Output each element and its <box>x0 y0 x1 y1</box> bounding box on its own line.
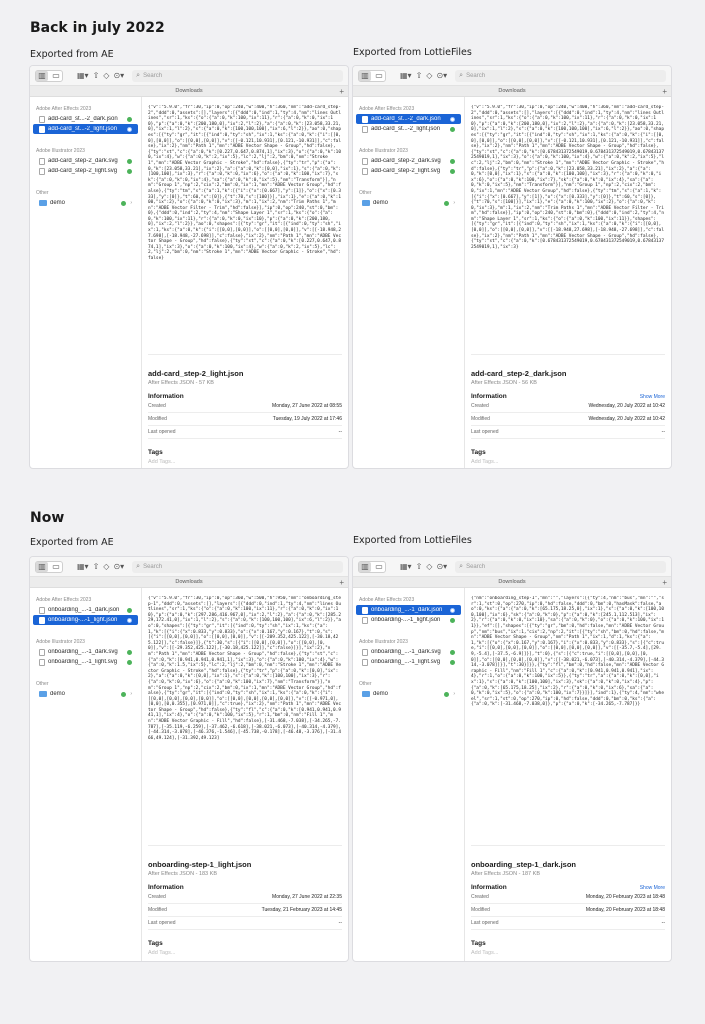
sync-status-icon <box>127 127 132 132</box>
modified-label: Modified <box>471 907 490 913</box>
share-icon[interactable]: ⇧ <box>92 71 100 80</box>
tags-heading: Tags <box>148 940 163 947</box>
label-exported-lottie-top: Exported from LottieFiles <box>353 47 472 58</box>
file-name: onboarding-...-1_light.json <box>48 617 118 623</box>
add-tags-field[interactable]: Add Tags... <box>148 459 176 465</box>
group-label-other: Other <box>36 190 49 196</box>
add-tags-field[interactable]: Add Tags... <box>471 459 499 465</box>
chevron-right-icon: › <box>130 200 132 206</box>
list-item[interactable] <box>356 657 461 667</box>
file-name: onboarding_...-1_dark.json <box>48 607 120 613</box>
add-tags-field[interactable]: Add Tags... <box>471 950 499 956</box>
svg-file-icon <box>39 168 45 175</box>
show-more-link[interactable]: Show More <box>639 884 665 891</box>
file-name: add-card_st...-2_dark.json <box>371 116 441 122</box>
file-meta: After Effects JSON - 57 KB <box>148 380 214 386</box>
gallery-view-icon[interactable]: ▭ <box>52 71 60 80</box>
tag-icon[interactable]: ◇ <box>426 562 433 571</box>
svg-file-icon <box>39 659 45 666</box>
list-item[interactable] <box>33 156 138 166</box>
info-row-modified <box>148 904 342 917</box>
info-row-created <box>148 891 342 904</box>
info-row-last-opened <box>471 426 665 439</box>
created-value: Monday, 27 June 2022 at 08:55 <box>272 403 342 409</box>
file-title: onboarding-step-1_light.json <box>148 860 252 869</box>
modified-value: Tuesday, 19 July 2022 at 17:46 <box>272 416 342 422</box>
file-name: add-card_step-2_light.svg <box>48 168 118 174</box>
last-opened-label: Last opened <box>148 429 176 435</box>
created-value: Wednesday, 20 July 2022 at 10:42 <box>588 403 665 409</box>
path-label: Downloads <box>175 88 203 94</box>
tags-heading: Tags <box>471 449 486 456</box>
search-input[interactable] <box>455 70 666 82</box>
list-item[interactable] <box>356 124 461 134</box>
svg-file-icon <box>39 158 45 165</box>
add-tab-button[interactable]: + <box>339 87 344 96</box>
file-name: add-card_step-2_dark.svg <box>48 158 118 164</box>
sync-status-icon <box>121 692 126 697</box>
tag-icon[interactable]: ◇ <box>103 71 110 80</box>
path-label: Downloads <box>498 88 526 94</box>
sync-status-icon <box>127 618 132 623</box>
group-label-ai: Adobe Illustrator 2023 <box>36 148 85 154</box>
more-actions-icon[interactable]: ⊙▾ <box>436 562 448 571</box>
gallery-view-icon[interactable]: ▭ <box>375 71 383 80</box>
toolbar <box>353 66 671 86</box>
gallery-view-icon[interactable]: ▭ <box>375 562 383 571</box>
view-switcher[interactable] <box>358 561 386 573</box>
last-opened-value: -- <box>338 429 342 435</box>
more-actions-icon[interactable]: ⊙▾ <box>436 71 448 80</box>
information-heading: Information <box>471 884 507 891</box>
search-input[interactable] <box>132 70 343 82</box>
list-item[interactable] <box>33 114 138 124</box>
tags-heading: Tags <box>148 449 163 456</box>
file-name: onboarding_...-1_dark.svg <box>371 649 441 655</box>
share-icon[interactable]: ⇧ <box>415 71 423 80</box>
finder-window-lottie-2022 <box>353 66 671 468</box>
group-icon[interactable]: ▦▾ <box>77 562 89 571</box>
file-name: add-card_st...-2_dark.json <box>48 116 118 122</box>
created-label: Created <box>471 403 489 409</box>
sync-status-icon <box>450 618 455 623</box>
last-opened-label: Last opened <box>148 920 176 926</box>
modified-label: Modified <box>471 416 490 422</box>
svg-file-icon <box>362 659 368 666</box>
modified-value: Tuesday, 21 February 2023 at 14:45 <box>261 907 342 913</box>
json-file-icon <box>39 607 45 614</box>
file-name: onboarding_...-1_dark.svg <box>48 649 118 655</box>
search-placeholder: Search <box>143 72 163 79</box>
list-item[interactable] <box>33 166 138 176</box>
finder-window-ae-now <box>30 557 348 961</box>
preview-pane <box>142 97 348 468</box>
last-opened-value: -- <box>338 920 342 926</box>
sync-status-icon <box>450 608 455 613</box>
chevron-right-icon: › <box>130 691 132 697</box>
finder-window-ae-2022 <box>30 66 348 468</box>
folder-icon <box>39 200 47 206</box>
toolbar <box>30 557 348 577</box>
folder-item-demo[interactable] <box>356 689 461 699</box>
sync-status-icon <box>444 201 449 206</box>
list-item[interactable] <box>356 605 461 615</box>
group-icon[interactable]: ▦▾ <box>400 562 412 571</box>
info-row-modified <box>471 413 665 426</box>
list-item[interactable] <box>356 647 461 657</box>
path-bar <box>353 86 671 97</box>
tag-icon[interactable]: ◇ <box>426 71 433 80</box>
list-item[interactable] <box>33 657 138 667</box>
label-exported-lottie-bottom: Exported from LottieFiles <box>353 535 472 546</box>
group-label-ai: Adobe Illustrator 2023 <box>359 148 408 154</box>
modified-value: Monday, 20 February 2023 at 18:48 <box>585 907 665 913</box>
info-row-last-opened <box>148 917 342 930</box>
tag-icon[interactable]: ◇ <box>103 562 110 571</box>
share-icon[interactable]: ⇧ <box>415 562 423 571</box>
svg-file-icon <box>362 168 368 175</box>
sync-status-icon <box>127 650 132 655</box>
view-switcher[interactable] <box>358 70 386 82</box>
list-item[interactable] <box>356 166 461 176</box>
last-opened-label: Last opened <box>471 429 499 435</box>
sync-status-icon <box>127 608 132 613</box>
json-file-icon <box>362 617 368 624</box>
sync-status-icon <box>127 117 132 122</box>
add-tags-field[interactable]: Add Tags... <box>148 950 176 956</box>
sync-status-icon <box>444 692 449 697</box>
path-bar <box>30 577 348 588</box>
group-icon[interactable]: ▦▾ <box>77 71 89 80</box>
modified-value: Wednesday, 20 July 2022 at 10:42 <box>588 416 665 422</box>
created-label: Created <box>148 403 166 409</box>
chevron-right-icon: › <box>453 200 455 206</box>
file-title: add-card_step-2_light.json <box>148 369 244 378</box>
file-name: onboarding_...-1_light.svg <box>371 659 441 665</box>
group-label-ae: Adobe After Effects 2023 <box>359 106 415 112</box>
information-heading: Information <box>148 393 184 400</box>
modified-label: Modified <box>148 907 167 913</box>
preview-pane <box>142 588 348 961</box>
path-bar <box>353 577 671 588</box>
info-row-created <box>471 891 665 904</box>
sync-status-icon <box>127 169 132 174</box>
column-view-icon[interactable]: ▥ <box>359 562 371 572</box>
file-meta: After Effects JSON - 183 KB <box>148 871 217 877</box>
info-row-modified <box>148 413 342 426</box>
group-label-ai: Adobe Illustrator 2023 <box>36 639 85 645</box>
last-opened-label: Last opened <box>471 920 499 926</box>
info-row-created <box>148 400 342 413</box>
view-switcher[interactable] <box>35 561 63 573</box>
list-item[interactable] <box>356 114 461 124</box>
preview-pane <box>465 588 671 961</box>
list-item[interactable] <box>356 156 461 166</box>
created-value: Monday, 20 February 2023 at 18:48 <box>585 894 665 900</box>
toolbar <box>30 66 348 86</box>
file-name: onboarding_...-1_light.svg <box>48 659 118 665</box>
json-file-icon <box>39 126 45 133</box>
finder-window-lottie-now <box>353 557 671 961</box>
sync-status-icon <box>127 159 132 164</box>
info-row-created <box>471 400 665 413</box>
label-exported-ae-top: Exported from AE <box>30 49 114 60</box>
group-label-ae: Adobe After Effects 2023 <box>36 106 92 112</box>
info-row-modified <box>471 904 665 917</box>
svg-file-icon <box>39 649 45 656</box>
group-label-ai: Adobe Illustrator 2023 <box>359 639 408 645</box>
json-file-icon <box>39 617 45 624</box>
list-item[interactable] <box>356 615 461 625</box>
search-input[interactable] <box>455 561 666 573</box>
json-preview[interactable]: {"nm":"onboarding_step-1","mn":"","layers":[{"ty":4,"nm":"bus","mn":"","sr":1,"st":0,"op":270,"ip":0,"hd":false,"ddd":0,"bm":0,"hasMask":false,"ao":0,"ks":{"a":{"a":0,"k":[65.175,18.25,0],"ix":1},"s":{"a":0,"k":[100,100,100],"ix":6},"sk":{"a":0,"k":0},"p":{"a":0,"k":[245.1,112.513],"ix":2},"r":{"a":0,"k":0,"ix":10},"sa":{"a":0,"k":0},"o":{"a":0,"k":100,"ix":11}},"ef":[],"shapes":[{"ty":"gr","bm":0,"hd":false,"mn":"ADBE Vector Group","nm":"bus","ix":1,"cix":2,"np":2,"it":[{"ty":"sh","bm":0,"hd":false,"mn":"ADBE Vector Shape - Group","nm":"Path 1","ix":1,"d":1,"ks":{"a":1,"k":[{"o":{"x":0.167,"y":0.167},"i":{"x":0.833,"y":0.833},"s":[{"c":true,"i":[[0,0],[0,0],[0,0]],"o":[[0,0],[0,0],[0,0]],"v":[[-35.7,-5.4],[29.9,-5.4],[-37.5,-6.9]]}],"t":0},{"s":[{"c":true,"i":[[0,0],[0,0],[0,0]],"o":[[0,0],[0,0],[0,0]],"v":[[-38.021,-6.073],[-40.314,-4.379],[-44.314,-3.078]]}],"t":30}]}},{"ty":"fl","bm":0,"hd":false,"mn":"ADBE Vector Graphic - Fill","nm":"Fill 1","c":{"a":0,"k":[0.941,0.941,0.941],"ix":4},"r":1,"o":{"a":0,"k":100,"ix":5}},{"ty":"tr","a":{"a":0,"k":[0,0],"ix":1},"s":{"a":0,"k":[100,100],"ix":3},"sk":{"a":0,"k":0,"ix":4},"p":{"a":0,"k":[65.175,18.25],"ix":2},"r":{"a":0,"k":0,"ix":6},"sa":{"a":0,"k":0,"ix":5},"o":{"a":0,"k":100,"ix":7}}]}],"ind":1},{"ty":4,"nm":"wheel","sr":1,"st":0,"op":270,"ip":0,"hd":false,"ddd":0,"bm":0,"ks":{"a":{"a":0,"k":[-31.468,-7.038,0]},"p":{"a":0,"k":[-34.265,-7.787]}} <box>471 596 665 846</box>
folder-name: demo <box>50 200 66 206</box>
search-icon: ⌕ <box>136 71 141 79</box>
file-name: add-card_st...-2_light.json <box>371 126 441 132</box>
sync-status-icon <box>450 169 455 174</box>
search-icon: ⌕ <box>136 562 141 570</box>
group-label-other: Other <box>36 681 49 687</box>
column-view-icon[interactable]: ▥ <box>359 71 371 81</box>
information-heading: Information <box>148 884 184 891</box>
file-column <box>353 97 465 468</box>
created-label: Created <box>471 894 489 900</box>
preview-pane <box>465 97 671 468</box>
add-tab-button[interactable]: + <box>662 87 667 96</box>
svg-file-icon <box>362 158 368 165</box>
list-item[interactable] <box>33 615 138 625</box>
sync-status-icon <box>450 127 455 132</box>
created-value: Monday, 27 June 2022 at 22:35 <box>272 894 342 900</box>
group-label-other: Other <box>359 681 372 687</box>
chevron-right-icon: › <box>453 691 455 697</box>
information-heading: Information <box>471 393 507 400</box>
file-title: add-card_step-2_dark.json <box>471 369 567 378</box>
path-bar <box>30 86 348 97</box>
file-name: onboarding_...-1_dark.json <box>371 607 443 613</box>
svg-file-icon <box>362 649 368 656</box>
info-row-last-opened <box>471 917 665 930</box>
more-actions-icon[interactable]: ⊙▾ <box>113 562 125 571</box>
show-more-link[interactable]: Show More <box>639 393 665 400</box>
json-preview[interactable]: {"v":"5.9.0","fr":30,"ip":0,"op":360,"w":500,"h":950,"nm":"onboarding_step-1","ddd":0,"assets":[],"layers":[{"ddd":0,"ind":1,"ty":4,"nm":"lines Outlines","sr":1,"ks":{"o":{"a":0,"k":100,"ix":11},"r":{"a":0,"k":0,"ix":10},"p":{"a":0,"k":[297.286,416.967,0],"ix":2,"l":2},"a":{"a":0,"k":[285.229,172.41,0],"ix":1,"l":2},"s":{"a":0,"k":[100,100,100],"ix":6,"l":2}},"ao":0,"shapes":[{"ty":"gr","it":[{"ind":0,"ty":"sh","ix":1,"ks":{"a":1,"k":[{"i":{"x":0.833,"y":0.833},"o":{"x":0.167,"y":0.167},"t":0,"s":[{"i":[[0,0],[0,0]],"o":[[0,0],[0,0]],"v":[[-209.352,425.122],[-30.18,425.122]],"c":false}]},{"t":30,"s":[{"i":[[0,0],[0,0]],"o":[[0,0],[0,0]],"v":[[-29.352,425.122],[-30.18,425.122]],"c":false}]}],"ix":2},"nm":"Path 1","mn":"ADBE Vector Shape - Group","hd":false},{"ty":"st","c":{"a":0,"k":[0.941,0.941,0.941,1],"ix":3},"o":{"a":0,"k":100,"ix":4},"w":{"a":0,"k":1.5,"ix":5},"lc":2,"lj":2,"bm":0,"nm":"Stroke 1","mn":"ADBE Vector Graphic - Stroke","hd":false},{"ty":"tr","p":{"a":0,"k":[0,0],"ix":2},"a":{"a":0,"k":[0,0],"ix":1},"s":{"a":0,"k":[100,100],"ix":3},"r":{"a":0,"k":0,"ix":6},"o":{"a":0,"k":100,"ix":7},"nm":"Transform"}],"nm":"Group 1","np":2,"cix":2,"bm":0,"ix":1,"mn":"ADBE Vector Group","hd":false},{"ty":"gr","it":[{"ind":0,"ty":"sh","ix":1,"ks":{"a":0,"k":{"i":[[0,0],[0,0],[0,0],[0,0]],"o":[[0,0],[0,0],[0,0],[0,0]],"v":[[-0.971,0],[0,0],[0,0.355],[0.971,0]],"c":true},"ix":2},"nm":"Path 1","mn":"ADBE Vector Shape - Group","hd":false},{"ty":"fl","c":{"a":0,"k":[0.941,0.941,0.941,1],"ix":4},"o":{"a":0,"k":100,"ix":5},"r":1,"bm":0,"nm":"Fill 1","mn":"ADBE Vector Graphic - Fill","hd":false},[-31.468,-7.038],[-34.265,-7.787],[-35.119,-6.259],[-37.462,-6.618],[-38.021,-6.073],[-40.314,-4.379],[-44.314,-3.078],[-46.376,-1.546],[-45.738,-0.178],[-46.48,-3.376],[-31.466,49.124],[-31.392,49.123] <box>148 596 342 846</box>
sync-status-icon <box>450 650 455 655</box>
folder-icon <box>39 691 47 697</box>
file-meta: After Effects JSON - 187 KB <box>471 871 540 877</box>
file-column <box>30 97 142 468</box>
created-label: Created <box>148 894 166 900</box>
label-exported-ae-bottom: Exported from AE <box>30 537 114 548</box>
file-meta: After Effects JSON - 56 KB <box>471 380 537 386</box>
add-tab-button[interactable]: + <box>662 578 667 587</box>
add-tab-button[interactable]: + <box>339 578 344 587</box>
group-icon[interactable]: ▦▾ <box>400 71 412 80</box>
search-placeholder: Search <box>143 563 163 570</box>
folder-name: demo <box>373 200 389 206</box>
path-label: Downloads <box>175 579 203 585</box>
sync-status-icon <box>450 660 455 665</box>
folder-icon <box>362 691 370 697</box>
file-name: onboarding-...-1_light.json <box>371 617 441 623</box>
list-item[interactable] <box>33 124 138 134</box>
json-file-icon <box>39 116 45 123</box>
file-name: add-card_st...-2_light.json <box>48 126 118 132</box>
info-row-last-opened <box>148 426 342 439</box>
json-preview[interactable]: {"v":"5.9.0","fr":30,"ip":0,"op":240,"w":400,"h":360,"nm":"add-card_step-2","ddd":0,"assets":[],"layers":[{"ddd":0,"ind":1,"ty":4,"nm":"lines Outlines","sr":1,"ks":{"o":{"a":0,"k":100,"ix":11},"r":{"a":0,"k":0,"ix":10},"p":{"a":0,"k":[200,180,0],"ix":2,"l":2},"a":{"a":0,"k":[23.058,33.21,0],"ix":1,"l":2},"s":{"a":0,"k":[100,100,100],"ix":6,"l":2}},"ao":0,"shapes":[{"ty":"gr","it":[{"ind":0,"ty":"sh","ix":1,"ks":{"a":0,"k":{"i":[[0,0],[0,0]],"o":[[0,0],[0,0]],"v":[[-0.121,10.931],[0.121,-10.931]],"c":false},"ix":2},"nm":"Path 1","mn":"ADBE Vector Shape - Group","hd":false},{"ty":"st","c":{"a":0,"k":[0.227,0.647,0.874,1],"ix":3},"o":{"a":0,"k":100,"ix":4},"w":{"a":0,"k":2,"ix":5},"lc":2,"lj":2,"bm":0,"nm":"Stroke 1","mn":"ADBE Vector Graphic - Stroke","hd":false},{"ty":"tr","p":{"a":0,"k":[23.058,33.21],"ix":2},"a":{"a":0,"k":[0,0],"ix":1},"s":{"a":0,"k":[100,100],"ix":3},"r":{"a":0,"k":0,"ix":6},"o":{"a":0,"k":100,"ix":7},"sk":{"a":0,"k":0,"ix":4},"sa":{"a":0,"k":0,"ix":5},"nm":"Transform"}],"nm":"Group 1","np":2,"cix":2,"bm":0,"ix":1,"mn":"ADBE Vector Group","hd":false},{"ty":"tm","s":{"a":1,"k":[{"i":{"x":[0.667],"y":[1]},"o":{"x":[0.333],"y":[0]},"t":60,"s":[0]},{"t":70,"s":[100]}],"ix":1},"e":{"a":0,"k":100,"ix":2},"o":{"a":0,"k":0,"ix":3},"m":1,"ix":2,"nm":"Trim Paths 1","mn":"ADBE Vector Filter - Trim","hd":false}],"ip":0,"op":240,"st":0,"bm":0},{"ddd":0,"ind":2,"ty":4,"nm":"Shape Layer 1","sr":1,"ks":{"o":{"a":0,"k":100,"ix":11},"r":{"a":0,"k":0,"ix":10},"p":{"a":0,"k":[200,180,0],"ix":2,"l":2}},"ao":0,"shapes":[{"ty":"gr","it":[{"ind":0,"ty":"sh","ix":1,"ks":{"a":0,"k":{"i":[[0,0],[0,0]],"o":[[0,0],[0,0]],"v":[[-18.948,27.698],[-18.948,-27.698]],"c":false},"ix":2},"nm":"Path 1","mn":"ADBE Vector Shape - Group","hd":false},{"ty":"st","c":{"a":0,"k":[0.227,0.647,0.874,1],"ix":3},"o":{"a":0,"k":100,"ix":4},"w":{"a":0,"k":2,"ix":5},"lc":2,"lj":2,"bm":0,"nm":"Stroke 1","mn":"ADBE Vector Graphic - Stroke","hd":false} <box>148 105 342 355</box>
last-opened-value: -- <box>661 920 665 926</box>
sync-status-icon <box>127 660 132 665</box>
column-view-icon[interactable]: ▥ <box>36 71 48 81</box>
list-item[interactable] <box>33 647 138 657</box>
file-column <box>353 588 465 961</box>
heading-back-in-july: Back in july 2022 <box>30 20 165 36</box>
toolbar <box>353 557 671 577</box>
search-input[interactable] <box>132 561 343 573</box>
json-file-icon <box>362 116 368 123</box>
more-actions-icon[interactable]: ⊙▾ <box>113 71 125 80</box>
view-switcher[interactable] <box>35 70 63 82</box>
file-name: add-card_step-2_dark.svg <box>371 158 441 164</box>
file-column <box>30 588 142 961</box>
search-icon: ⌕ <box>459 562 464 570</box>
group-label-ae: Adobe After Effects 2023 <box>36 597 92 603</box>
search-placeholder: Search <box>466 563 486 570</box>
json-preview[interactable]: {"v":"5.9.0","fr":30,"ip":0,"op":240,"w":400,"h":360,"nm":"add-card_step-2","ddd":0,"assets":[],"layers":[{"ddd":0,"ind":1,"ty":4,"nm":"lines Outlines","sr":1,"ks":{"o":{"a":0,"k":100,"ix":11},"r":{"a":0,"k":0,"ix":10},"p":{"a":0,"k":[200,180,0],"ix":2,"l":2},"a":{"a":0,"k":[23.058,33.21,0],"ix":1,"l":2},"s":{"a":0,"k":[100,100,100],"ix":6,"l":2}},"ao":0,"shapes":[{"ty":"gr","it":[{"ind":0,"ty":"sh","ix":1,"ks":{"a":0,"k":{"i":[[0,0],[0,0]],"o":[[0,0],[0,0]],"v":[[-0.121,10.931],[0.121,-10.931]],"c":false},"ix":2},"nm":"Path 1","mn":"ADBE Vector Shape - Group","hd":false},{"ty":"st","c":{"a":0,"k":[0.678431372549019,0.678431372549019,0.678431372549019,1],"ix":3},"o":{"a":0,"k":100,"ix":4},"w":{"a":0,"k":2,"ix":5},"lc":2,"lj":2,"bm":0,"nm":"Stroke 1","mn":"ADBE Vector Graphic - Stroke","hd":false},{"ty":"tr","p":{"a":0,"k":[23.058,33.21],"ix":2},"a":{"a":0,"k":[0,0],"ix":1},"s":{"a":0,"k":[100,100],"ix":3},"r":{"a":0,"k":0,"ix":6},"o":{"a":0,"k":100,"ix":7},"sk":{"a":0,"k":0,"ix":4},"sa":{"a":0,"k":0,"ix":5},"nm":"Transform"}],"nm":"Group 1","np":2,"cix":2,"bm":0,"ix":1,"mn":"ADBE Vector Group","hd":false},{"ty":"tm","s":{"a":1,"k":[{"i":{"x":[0.667],"y":[1]},"o":{"x":[0.333],"y":[0]},"t":60,"s":[0]},{"t":70,"s":[100]}],"ix":1},"e":{"a":0,"k":100,"ix":2},"o":{"a":0,"k":0,"ix":3},"m":1,"ix":2,"nm":"Trim Paths 1","mn":"ADBE Vector Filter - Trim","hd":false}],"ip":0,"op":240,"st":0,"bm":0},{"ddd":0,"ind":2,"ty":4,"nm":"Shape Layer 1","sr":1,"ks":{"o":{"a":0,"k":100,"ix":11}},"shapes":[{"ty":"gr","it":[{"ind":0,"ty":"sh","ix":1,"ks":{"a":0,"k":{"i":[[0,0],[0,0]],"o":[[0,0],[0,0]],"v":[[-18.948,27.698],[-18.948,-27.698]],"c":false},"ix":2},"nm":"Path 1","mn":"ADBE Vector Shape - Group","hd":false},{"ty":"st","c":{"a":0,"k":[0.678431372549019,0.678431372549019,0.678431372549019,1],"ix":3} <box>471 105 665 355</box>
group-label-other: Other <box>359 190 372 196</box>
list-item[interactable] <box>33 605 138 615</box>
gallery-view-icon[interactable]: ▭ <box>52 562 60 571</box>
heading-now: Now <box>30 510 65 526</box>
folder-icon <box>362 200 370 206</box>
folder-name: demo <box>50 691 66 697</box>
file-name: add-card_step-2_light.svg <box>371 168 441 174</box>
last-opened-value: -- <box>661 429 665 435</box>
sync-status-icon <box>450 117 455 122</box>
group-label-ae: Adobe After Effects 2023 <box>359 597 415 603</box>
modified-label: Modified <box>148 416 167 422</box>
search-icon: ⌕ <box>459 71 464 79</box>
folder-item-demo[interactable] <box>33 689 138 699</box>
folder-item-demo[interactable] <box>33 198 138 208</box>
column-view-icon[interactable]: ▥ <box>36 562 48 572</box>
tags-heading: Tags <box>471 940 486 947</box>
json-file-icon <box>362 126 368 133</box>
file-title: onboarding_step-1_dark.json <box>471 860 577 869</box>
share-icon[interactable]: ⇧ <box>92 562 100 571</box>
json-file-icon <box>362 607 368 614</box>
folder-name: demo <box>373 691 389 697</box>
sync-status-icon <box>450 159 455 164</box>
sync-status-icon <box>121 201 126 206</box>
folder-item-demo[interactable] <box>356 198 461 208</box>
search-placeholder: Search <box>466 72 486 79</box>
path-label: Downloads <box>498 579 526 585</box>
